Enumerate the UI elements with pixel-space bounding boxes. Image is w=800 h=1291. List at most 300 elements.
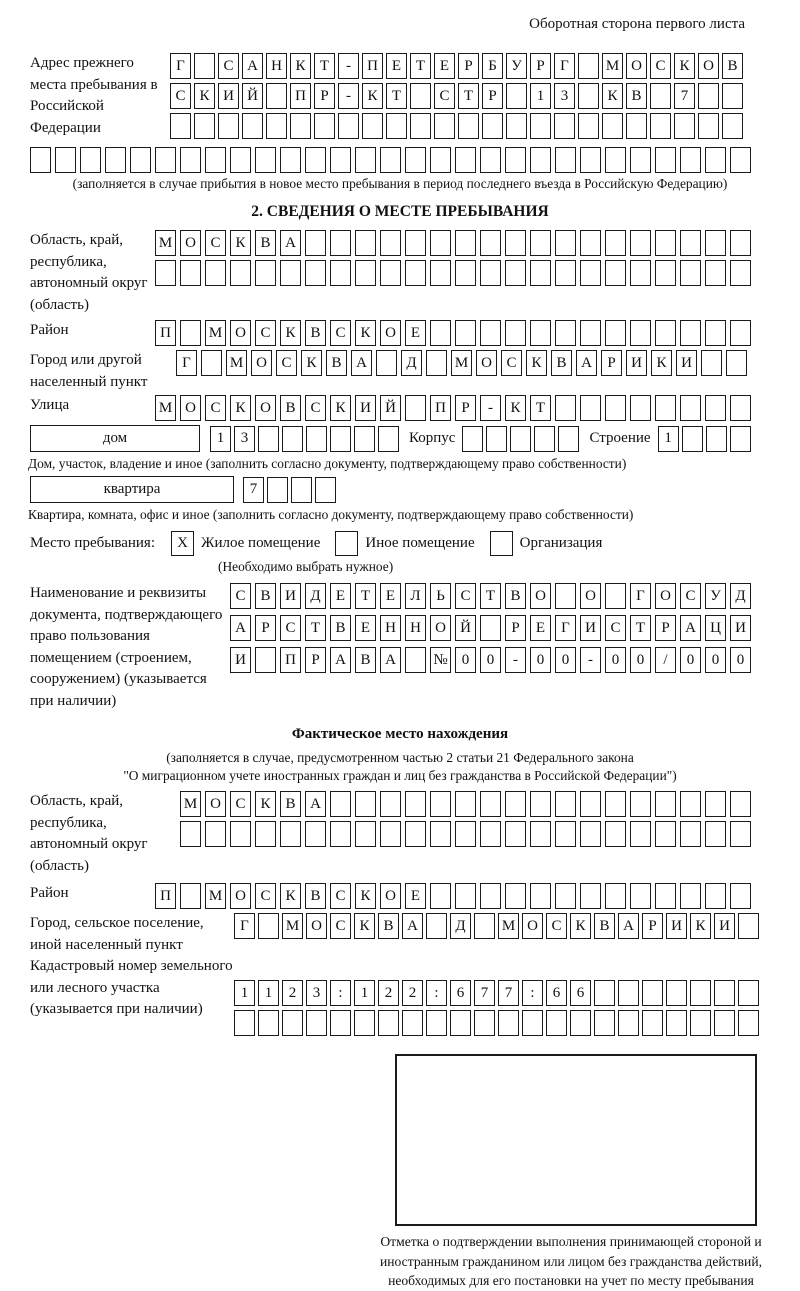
char-cell[interactable] <box>455 320 476 346</box>
char-cell[interactable]: Г <box>554 53 575 79</box>
char-cell[interactable] <box>480 147 501 173</box>
char-cell[interactable] <box>738 913 759 939</box>
char-cell[interactable] <box>380 230 401 256</box>
char-cell[interactable] <box>482 113 503 139</box>
char-cell[interactable] <box>180 260 201 286</box>
char-cell[interactable]: О <box>180 230 201 256</box>
char-cell[interactable]: П <box>280 647 301 673</box>
char-cell[interactable] <box>201 350 222 376</box>
char-cell[interactable] <box>505 320 526 346</box>
char-cell[interactable]: С <box>276 350 297 376</box>
char-cell[interactable] <box>705 395 726 421</box>
char-cell[interactable]: О <box>205 791 226 817</box>
char-cell[interactable]: 3 <box>306 980 327 1006</box>
char-cell[interactable] <box>630 395 651 421</box>
char-cell[interactable] <box>280 260 301 286</box>
char-cell[interactable]: А <box>280 230 301 256</box>
char-cell[interactable]: А <box>618 913 639 939</box>
char-cell[interactable] <box>701 350 722 376</box>
char-cell[interactable] <box>330 147 351 173</box>
char-cell[interactable] <box>655 395 676 421</box>
char-cell[interactable] <box>530 320 551 346</box>
char-cell[interactable]: С <box>205 395 226 421</box>
char-cell[interactable] <box>430 147 451 173</box>
char-cell[interactable]: М <box>155 395 176 421</box>
char-cell[interactable] <box>650 83 671 109</box>
char-cell[interactable]: К <box>526 350 547 376</box>
char-cell[interactable] <box>410 83 431 109</box>
char-cell[interactable] <box>626 113 647 139</box>
char-cell[interactable] <box>462 426 483 452</box>
char-cell[interactable] <box>474 1010 495 1036</box>
char-cell[interactable] <box>362 113 383 139</box>
char-cell[interactable] <box>655 883 676 909</box>
char-cell[interactable] <box>354 426 375 452</box>
char-cell[interactable] <box>630 821 651 847</box>
char-cell[interactable] <box>655 260 676 286</box>
char-cell[interactable] <box>255 147 276 173</box>
char-cell[interactable] <box>605 260 626 286</box>
char-cell[interactable]: С <box>205 230 226 256</box>
char-cell[interactable] <box>455 821 476 847</box>
char-cell[interactable]: Д <box>401 350 422 376</box>
char-cell[interactable]: 0 <box>605 647 626 673</box>
char-cell[interactable]: - <box>580 647 601 673</box>
char-cell[interactable]: Р <box>255 615 276 641</box>
char-cell[interactable] <box>155 147 176 173</box>
char-cell[interactable] <box>242 113 263 139</box>
char-cell[interactable]: № <box>430 647 451 673</box>
char-cell[interactable]: А <box>330 647 351 673</box>
char-cell[interactable] <box>30 147 51 173</box>
char-cell[interactable]: С <box>680 583 701 609</box>
char-cell[interactable]: : <box>522 980 543 1006</box>
char-cell[interactable] <box>306 1010 327 1036</box>
char-cell[interactable]: 0 <box>680 647 701 673</box>
char-cell[interactable]: 2 <box>282 980 303 1006</box>
char-cell[interactable] <box>555 230 576 256</box>
char-cell[interactable]: К <box>690 913 711 939</box>
char-cell[interactable]: Г <box>630 583 651 609</box>
char-cell[interactable]: К <box>330 395 351 421</box>
char-cell[interactable]: Г <box>176 350 197 376</box>
char-cell[interactable] <box>405 395 426 421</box>
char-cell[interactable] <box>282 1010 303 1036</box>
char-cell[interactable] <box>455 260 476 286</box>
char-cell[interactable]: С <box>255 320 276 346</box>
char-cell[interactable] <box>430 883 451 909</box>
char-cell[interactable] <box>290 113 311 139</box>
char-cell[interactable]: А <box>305 791 326 817</box>
char-cell[interactable] <box>378 426 399 452</box>
char-cell[interactable]: Р <box>482 83 503 109</box>
char-cell[interactable]: М <box>155 230 176 256</box>
char-cell[interactable] <box>258 426 279 452</box>
char-cell[interactable]: Й <box>242 83 263 109</box>
char-cell[interactable] <box>605 791 626 817</box>
organization-checkbox[interactable] <box>490 531 513 556</box>
char-cell[interactable] <box>205 821 226 847</box>
char-cell[interactable] <box>180 147 201 173</box>
char-cell[interactable]: С <box>546 913 567 939</box>
char-cell[interactable]: О <box>522 913 543 939</box>
char-cell[interactable] <box>680 147 701 173</box>
char-cell[interactable]: С <box>305 395 326 421</box>
char-cell[interactable] <box>402 1010 423 1036</box>
char-cell[interactable]: С <box>170 83 191 109</box>
char-cell[interactable] <box>555 395 576 421</box>
char-cell[interactable]: - <box>338 83 359 109</box>
char-cell[interactable] <box>722 83 743 109</box>
char-cell[interactable] <box>506 113 527 139</box>
char-cell[interactable]: В <box>326 350 347 376</box>
char-cell[interactable] <box>80 147 101 173</box>
char-cell[interactable] <box>426 350 447 376</box>
char-cell[interactable]: Д <box>305 583 326 609</box>
char-cell[interactable]: С <box>330 320 351 346</box>
char-cell[interactable] <box>234 1010 255 1036</box>
char-cell[interactable]: Р <box>455 395 476 421</box>
char-cell[interactable] <box>580 821 601 847</box>
char-cell[interactable]: Е <box>330 583 351 609</box>
char-cell[interactable]: О <box>430 615 451 641</box>
char-cell[interactable]: М <box>205 320 226 346</box>
char-cell[interactable]: : <box>426 980 447 1006</box>
char-cell[interactable]: 1 <box>210 426 231 452</box>
char-cell[interactable] <box>738 980 759 1006</box>
char-cell[interactable]: С <box>501 350 522 376</box>
char-cell[interactable]: А <box>230 615 251 641</box>
char-cell[interactable]: К <box>255 791 276 817</box>
char-cell[interactable] <box>405 647 426 673</box>
char-cell[interactable] <box>505 791 526 817</box>
char-cell[interactable] <box>426 1010 447 1036</box>
char-cell[interactable] <box>194 53 215 79</box>
char-cell[interactable]: Н <box>380 615 401 641</box>
char-cell[interactable] <box>705 821 726 847</box>
char-cell[interactable]: И <box>280 583 301 609</box>
char-cell[interactable] <box>555 883 576 909</box>
char-cell[interactable]: А <box>402 913 423 939</box>
char-cell[interactable]: 6 <box>570 980 591 1006</box>
char-cell[interactable] <box>705 230 726 256</box>
char-cell[interactable] <box>430 230 451 256</box>
char-cell[interactable]: М <box>205 883 226 909</box>
char-cell[interactable]: Р <box>305 647 326 673</box>
char-cell[interactable] <box>426 913 447 939</box>
char-cell[interactable] <box>430 791 451 817</box>
char-cell[interactable]: М <box>226 350 247 376</box>
char-cell[interactable] <box>730 883 751 909</box>
char-cell[interactable] <box>530 147 551 173</box>
char-cell[interactable] <box>455 230 476 256</box>
char-cell[interactable] <box>205 147 226 173</box>
char-cell[interactable] <box>530 260 551 286</box>
char-cell[interactable] <box>666 980 687 1006</box>
char-cell[interactable] <box>180 821 201 847</box>
char-cell[interactable]: В <box>305 320 326 346</box>
char-cell[interactable] <box>680 260 701 286</box>
char-cell[interactable]: 1 <box>354 980 375 1006</box>
char-cell[interactable]: В <box>305 883 326 909</box>
char-cell[interactable] <box>530 791 551 817</box>
char-cell[interactable]: 1 <box>658 426 679 452</box>
char-cell[interactable] <box>730 395 751 421</box>
char-cell[interactable]: Т <box>480 583 501 609</box>
char-cell[interactable]: П <box>290 83 311 109</box>
char-cell[interactable] <box>605 147 626 173</box>
char-cell[interactable]: О <box>255 395 276 421</box>
char-cell[interactable]: В <box>280 395 301 421</box>
char-cell[interactable]: Р <box>601 350 622 376</box>
char-cell[interactable] <box>594 1010 615 1036</box>
char-cell[interactable]: Е <box>405 883 426 909</box>
char-cell[interactable]: С <box>255 883 276 909</box>
char-cell[interactable] <box>170 113 191 139</box>
char-cell[interactable] <box>455 147 476 173</box>
char-cell[interactable]: Р <box>314 83 335 109</box>
char-cell[interactable]: У <box>705 583 726 609</box>
char-cell[interactable] <box>730 821 751 847</box>
char-cell[interactable] <box>730 260 751 286</box>
char-cell[interactable] <box>580 147 601 173</box>
char-cell[interactable] <box>506 83 527 109</box>
char-cell[interactable]: В <box>505 583 526 609</box>
char-cell[interactable] <box>705 791 726 817</box>
char-cell[interactable]: Е <box>530 615 551 641</box>
char-cell[interactable]: К <box>602 83 623 109</box>
char-cell[interactable]: Ь <box>430 583 451 609</box>
char-cell[interactable] <box>618 980 639 1006</box>
char-cell[interactable]: - <box>505 647 526 673</box>
char-cell[interactable]: Н <box>266 53 287 79</box>
char-cell[interactable]: О <box>380 883 401 909</box>
char-cell[interactable]: С <box>330 883 351 909</box>
char-cell[interactable] <box>480 260 501 286</box>
char-cell[interactable] <box>180 883 201 909</box>
char-cell[interactable]: Е <box>405 320 426 346</box>
char-cell[interactable] <box>105 147 126 173</box>
char-cell[interactable]: А <box>380 647 401 673</box>
char-cell[interactable] <box>410 113 431 139</box>
char-cell[interactable]: П <box>155 320 176 346</box>
char-cell[interactable] <box>480 615 501 641</box>
char-cell[interactable] <box>530 883 551 909</box>
char-cell[interactable] <box>205 260 226 286</box>
char-cell[interactable] <box>455 791 476 817</box>
char-cell[interactable] <box>555 260 576 286</box>
char-cell[interactable] <box>605 320 626 346</box>
char-cell[interactable]: О <box>230 320 251 346</box>
char-cell[interactable]: О <box>476 350 497 376</box>
char-cell[interactable] <box>505 260 526 286</box>
char-cell[interactable]: 7 <box>474 980 495 1006</box>
char-cell[interactable] <box>505 821 526 847</box>
char-cell[interactable] <box>258 913 279 939</box>
char-cell[interactable] <box>330 230 351 256</box>
char-cell[interactable] <box>630 230 651 256</box>
char-cell[interactable]: В <box>255 583 276 609</box>
char-cell[interactable] <box>291 477 312 503</box>
char-cell[interactable]: 7 <box>243 477 264 503</box>
char-cell[interactable]: И <box>714 913 735 939</box>
char-cell[interactable]: 6 <box>450 980 471 1006</box>
char-cell[interactable] <box>705 147 726 173</box>
char-cell[interactable] <box>505 230 526 256</box>
char-cell[interactable] <box>455 883 476 909</box>
char-cell[interactable]: 0 <box>730 647 751 673</box>
char-cell[interactable] <box>605 883 626 909</box>
char-cell[interactable]: О <box>230 883 251 909</box>
char-cell[interactable]: 7 <box>674 83 695 109</box>
char-cell[interactable] <box>555 320 576 346</box>
char-cell[interactable] <box>558 426 579 452</box>
char-cell[interactable]: К <box>290 53 311 79</box>
char-cell[interactable] <box>314 113 335 139</box>
char-cell[interactable]: С <box>230 791 251 817</box>
char-cell[interactable] <box>330 1010 351 1036</box>
char-cell[interactable] <box>480 791 501 817</box>
char-cell[interactable] <box>155 260 176 286</box>
char-cell[interactable] <box>474 913 495 939</box>
char-cell[interactable] <box>305 260 326 286</box>
char-cell[interactable] <box>630 260 651 286</box>
char-cell[interactable] <box>305 230 326 256</box>
other-premises-checkbox[interactable] <box>335 531 358 556</box>
char-cell[interactable]: М <box>282 913 303 939</box>
char-cell[interactable]: И <box>676 350 697 376</box>
char-cell[interactable] <box>330 791 351 817</box>
char-cell[interactable]: Е <box>355 615 376 641</box>
char-cell[interactable]: А <box>576 350 597 376</box>
char-cell[interactable] <box>655 230 676 256</box>
char-cell[interactable] <box>430 821 451 847</box>
char-cell[interactable]: Р <box>458 53 479 79</box>
char-cell[interactable] <box>330 426 351 452</box>
char-cell[interactable]: К <box>355 320 376 346</box>
char-cell[interactable]: И <box>730 615 751 641</box>
char-cell[interactable] <box>55 147 76 173</box>
apartment-type-box[interactable]: квартира <box>30 476 234 503</box>
char-cell[interactable] <box>655 791 676 817</box>
char-cell[interactable] <box>330 821 351 847</box>
char-cell[interactable] <box>480 821 501 847</box>
char-cell[interactable] <box>680 395 701 421</box>
char-cell[interactable] <box>480 320 501 346</box>
char-cell[interactable] <box>330 260 351 286</box>
char-cell[interactable]: К <box>355 883 376 909</box>
char-cell[interactable]: 0 <box>480 647 501 673</box>
char-cell[interactable]: Е <box>434 53 455 79</box>
char-cell[interactable] <box>680 230 701 256</box>
char-cell[interactable]: Т <box>410 53 431 79</box>
char-cell[interactable]: К <box>194 83 215 109</box>
char-cell[interactable]: / <box>655 647 676 673</box>
char-cell[interactable]: Т <box>458 83 479 109</box>
char-cell[interactable] <box>305 821 326 847</box>
char-cell[interactable]: П <box>155 883 176 909</box>
char-cell[interactable]: 1 <box>530 83 551 109</box>
char-cell[interactable] <box>430 320 451 346</box>
char-cell[interactable] <box>714 1010 735 1036</box>
char-cell[interactable] <box>354 1010 375 1036</box>
char-cell[interactable]: М <box>498 913 519 939</box>
char-cell[interactable] <box>726 350 747 376</box>
char-cell[interactable] <box>376 350 397 376</box>
char-cell[interactable]: С <box>230 583 251 609</box>
char-cell[interactable]: Ц <box>705 615 726 641</box>
char-cell[interactable] <box>386 113 407 139</box>
char-cell[interactable]: Т <box>630 615 651 641</box>
char-cell[interactable]: О <box>698 53 719 79</box>
char-cell[interactable]: И <box>626 350 647 376</box>
char-cell[interactable]: 7 <box>498 980 519 1006</box>
char-cell[interactable] <box>230 147 251 173</box>
char-cell[interactable] <box>605 821 626 847</box>
char-cell[interactable] <box>434 113 455 139</box>
char-cell[interactable] <box>705 883 726 909</box>
char-cell[interactable] <box>706 426 727 452</box>
char-cell[interactable]: Г <box>555 615 576 641</box>
char-cell[interactable] <box>280 821 301 847</box>
char-cell[interactable] <box>655 147 676 173</box>
char-cell[interactable]: Й <box>455 615 476 641</box>
char-cell[interactable] <box>530 113 551 139</box>
char-cell[interactable]: 0 <box>705 647 726 673</box>
char-cell[interactable]: Л <box>405 583 426 609</box>
char-cell[interactable] <box>605 395 626 421</box>
char-cell[interactable] <box>630 320 651 346</box>
char-cell[interactable] <box>266 113 287 139</box>
char-cell[interactable] <box>306 426 327 452</box>
char-cell[interactable]: 1 <box>234 980 255 1006</box>
char-cell[interactable] <box>355 791 376 817</box>
char-cell[interactable]: Р <box>655 615 676 641</box>
char-cell[interactable]: К <box>280 883 301 909</box>
char-cell[interactable] <box>530 230 551 256</box>
char-cell[interactable]: А <box>351 350 372 376</box>
char-cell[interactable]: В <box>280 791 301 817</box>
char-cell[interactable] <box>194 113 215 139</box>
char-cell[interactable]: Е <box>380 583 401 609</box>
char-cell[interactable] <box>555 791 576 817</box>
char-cell[interactable] <box>580 883 601 909</box>
char-cell[interactable] <box>680 320 701 346</box>
char-cell[interactable] <box>530 821 551 847</box>
char-cell[interactable]: К <box>354 913 375 939</box>
char-cell[interactable]: Б <box>482 53 503 79</box>
char-cell[interactable] <box>378 1010 399 1036</box>
char-cell[interactable] <box>430 260 451 286</box>
char-cell[interactable] <box>555 583 576 609</box>
char-cell[interactable]: Й <box>380 395 401 421</box>
char-cell[interactable] <box>680 883 701 909</box>
char-cell[interactable]: Д <box>450 913 471 939</box>
char-cell[interactable] <box>380 821 401 847</box>
char-cell[interactable]: О <box>251 350 272 376</box>
char-cell[interactable]: 0 <box>555 647 576 673</box>
char-cell[interactable] <box>267 477 288 503</box>
char-cell[interactable] <box>682 426 703 452</box>
char-cell[interactable] <box>266 83 287 109</box>
char-cell[interactable] <box>655 821 676 847</box>
char-cell[interactable]: С <box>280 615 301 641</box>
char-cell[interactable] <box>714 980 735 1006</box>
char-cell[interactable]: : <box>330 980 351 1006</box>
char-cell[interactable] <box>578 83 599 109</box>
char-cell[interactable] <box>546 1010 567 1036</box>
char-cell[interactable] <box>405 821 426 847</box>
